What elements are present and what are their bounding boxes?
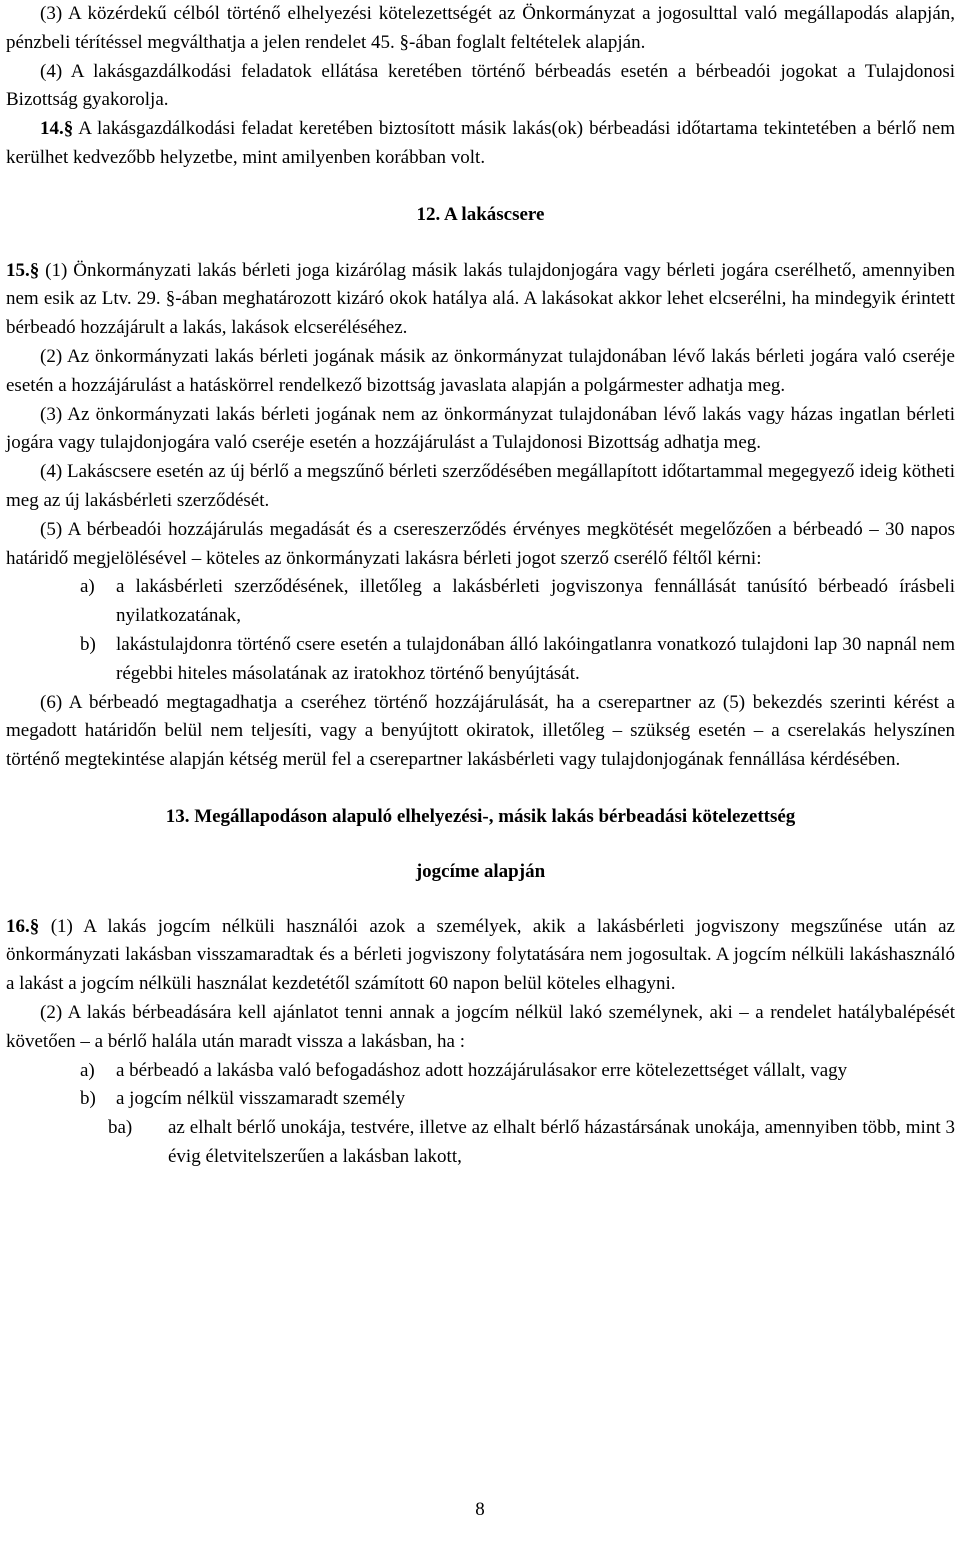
section-16-p1: [6, 913, 955, 999]
paragraph-4: (4) A lakásgazdálkodási feladatok ellátása keretében történő bérbeadás esetén a bérbeadói jogokat a Tulajdonosi Bizottság gyakorolja.: [6, 60, 955, 111]
section-16-p2-item-a: [6, 1057, 955, 1086]
item-label: ba): [108, 1117, 133, 1139]
item-text: a lakásbérleti szerződésének, illetőleg a lakásbérleti jogviszonya fennállását tanúsító bérbeadó írásbeli nyilatkozatának,: [116, 576, 955, 627]
item-text: a bérbeadó a lakásba való befogadáshoz adott hozzájárulásakor erre kötelezettséget vállalt, vagy: [116, 1059, 848, 1081]
section-16-p1-text: (1) A lakás jogcím nélküli használói azok a személyek, akik a lakásbérleti jogviszony megszűnése után az önkormányzati lakásban visszamaradtak és a bérleti jogviszony folytatására nem jogosultak. A jogcím nélküli lakáshasználó a lakást a jogcím nélküli használat kezdetétől számított 60 napon belül köteles elhagyni.: [6, 915, 955, 995]
item-text: lakástulajdonra történő csere esetén a tulajdonában álló lakóingatlanra vonatkozó tulajdoni lap 30 napnál nem régebbi hiteles másolatának az iratokhoz történő benyújtását.: [116, 633, 955, 684]
section-16-p2: (2) A lakás bérbeadására kell ajánlatot tenni annak a jogcím nélkül lakó személynek, aki – a rendelet hatálybalépését követően – a bérlő halála után maradt vissza a lakásban, ha :: [6, 1001, 955, 1052]
section-15-p3: (3) Az önkormányzati lakás bérleti jogának nem az önkormányzat tulajdonában lévő lakás vagy házas ingatlan bérleti jogára vagy tulajdonjogára való cseréje esetén a hozzájárulást a Tulajdonosi Bizottság adhatja meg.: [6, 403, 955, 454]
item-text: a jogcím nélkül visszamaradt személy: [116, 1088, 406, 1110]
section-15-number: 15.§: [6, 259, 40, 281]
heading-13-line-1: 13. Megállapodáson alapuló elhelyezési-, másik lakás bérbeadási kötelezettség: [165, 805, 796, 827]
section-16-number: 16.§: [6, 915, 40, 937]
item-label: b): [80, 1088, 96, 1110]
heading-12: 12. A lakáscsere: [416, 203, 545, 225]
section-16-p2-item-b: [6, 1085, 955, 1114]
section-14-text: A lakásgazdálkodási feladat keretében biztosított másik lakás(ok) bérbeadási időtartama tekintetében a bérlő nem kerülhet kedvezőbb helyzetbe, mint amilyenben korábban volt.: [6, 118, 955, 168]
section-15-p1: [6, 257, 955, 343]
section-16-p2-item-ba: [6, 1114, 955, 1172]
section-15-p5-item-a: [6, 573, 955, 631]
item-label: a): [80, 576, 95, 598]
section-15-p5: (5) A bérbeadói hozzájárulás megadását és a csereszerződés érvényes megkötését megelőzően a bérbeadó – 30 napos határidő megjelölésével – köteles az önkormányzati lakásra bérleti jogot szerző cserélő féltől kérni:: [6, 518, 955, 569]
section-15-p5-item-b: [6, 631, 955, 689]
paragraph-3: (3) A közérdekű célból történő elhelyezési kötelezettségét az Önkormányzat a jogosulttal való megállapodás alapján, pénzbeli térítéssel megválthatja a jelen rendelet 45. §-ában foglalt feltételek alapján.: [6, 3, 955, 53]
heading-13-line-2: jogcíme alapján: [415, 860, 546, 882]
section-15-p2: (2) Az önkormányzati lakás bérleti jogának másik az önkormányzat tulajdonában lévő lakás bérleti jogára való cseréje esetén a hozzájárulást a hatáskörrel rendelkező bizottság javaslata alapján a polgármester adhatja meg.: [6, 345, 955, 396]
section-15-p6: (6) A bérbeadó megtagadhatja a cseréhez történő hozzájárulását, ha a cserepartner az (5) bekezdés szerinti kérést a megadott határidőn belül nem teljesíti, vagy a benyújtott okiratok, illetőleg – szükség esetén – a cserelakás helyszínen történő megtekintése alapján kétség merül fel a cserepartner lakásbérleti vagy tulajdonjogának fennállása kérdésében.: [6, 691, 955, 771]
section-14-number: 14.§: [40, 118, 74, 140]
section-15-p1-text: (1) Önkormányzati lakás bérleti joga kizárólag másik lakás tulajdonjogára vagy bérleti jogára cserélhető, amennyiben nem esik az Ltv. 29. §-ában meghatározott kizáró okok hatálya alá. A lakásokat akkor lehet elcserélni, ha mindegyik érintett bérbeadó hozzájárult a lakás, lakások elcseréléséhez.: [6, 259, 956, 339]
page-number: 8: [475, 1499, 485, 1520]
section-14: [6, 115, 955, 173]
document-page: [6, 0, 955, 1172]
item-label: b): [80, 633, 96, 655]
section-15-p4: (4) Lakáscsere esetén az új bérlő a megszűnő bérleti szerződésében megállapított időtartammal megegyező ideig kötheti meg az új lakásbérleti szerződését.: [6, 461, 955, 511]
item-text: az elhalt bérlő unokája, testvére, illetve az elhalt bérlő házastársának unokája, amennyiben több, mint 3 évig életvitelszerűen a lakásban lakott,: [168, 1117, 955, 1167]
item-label: a): [80, 1059, 95, 1081]
